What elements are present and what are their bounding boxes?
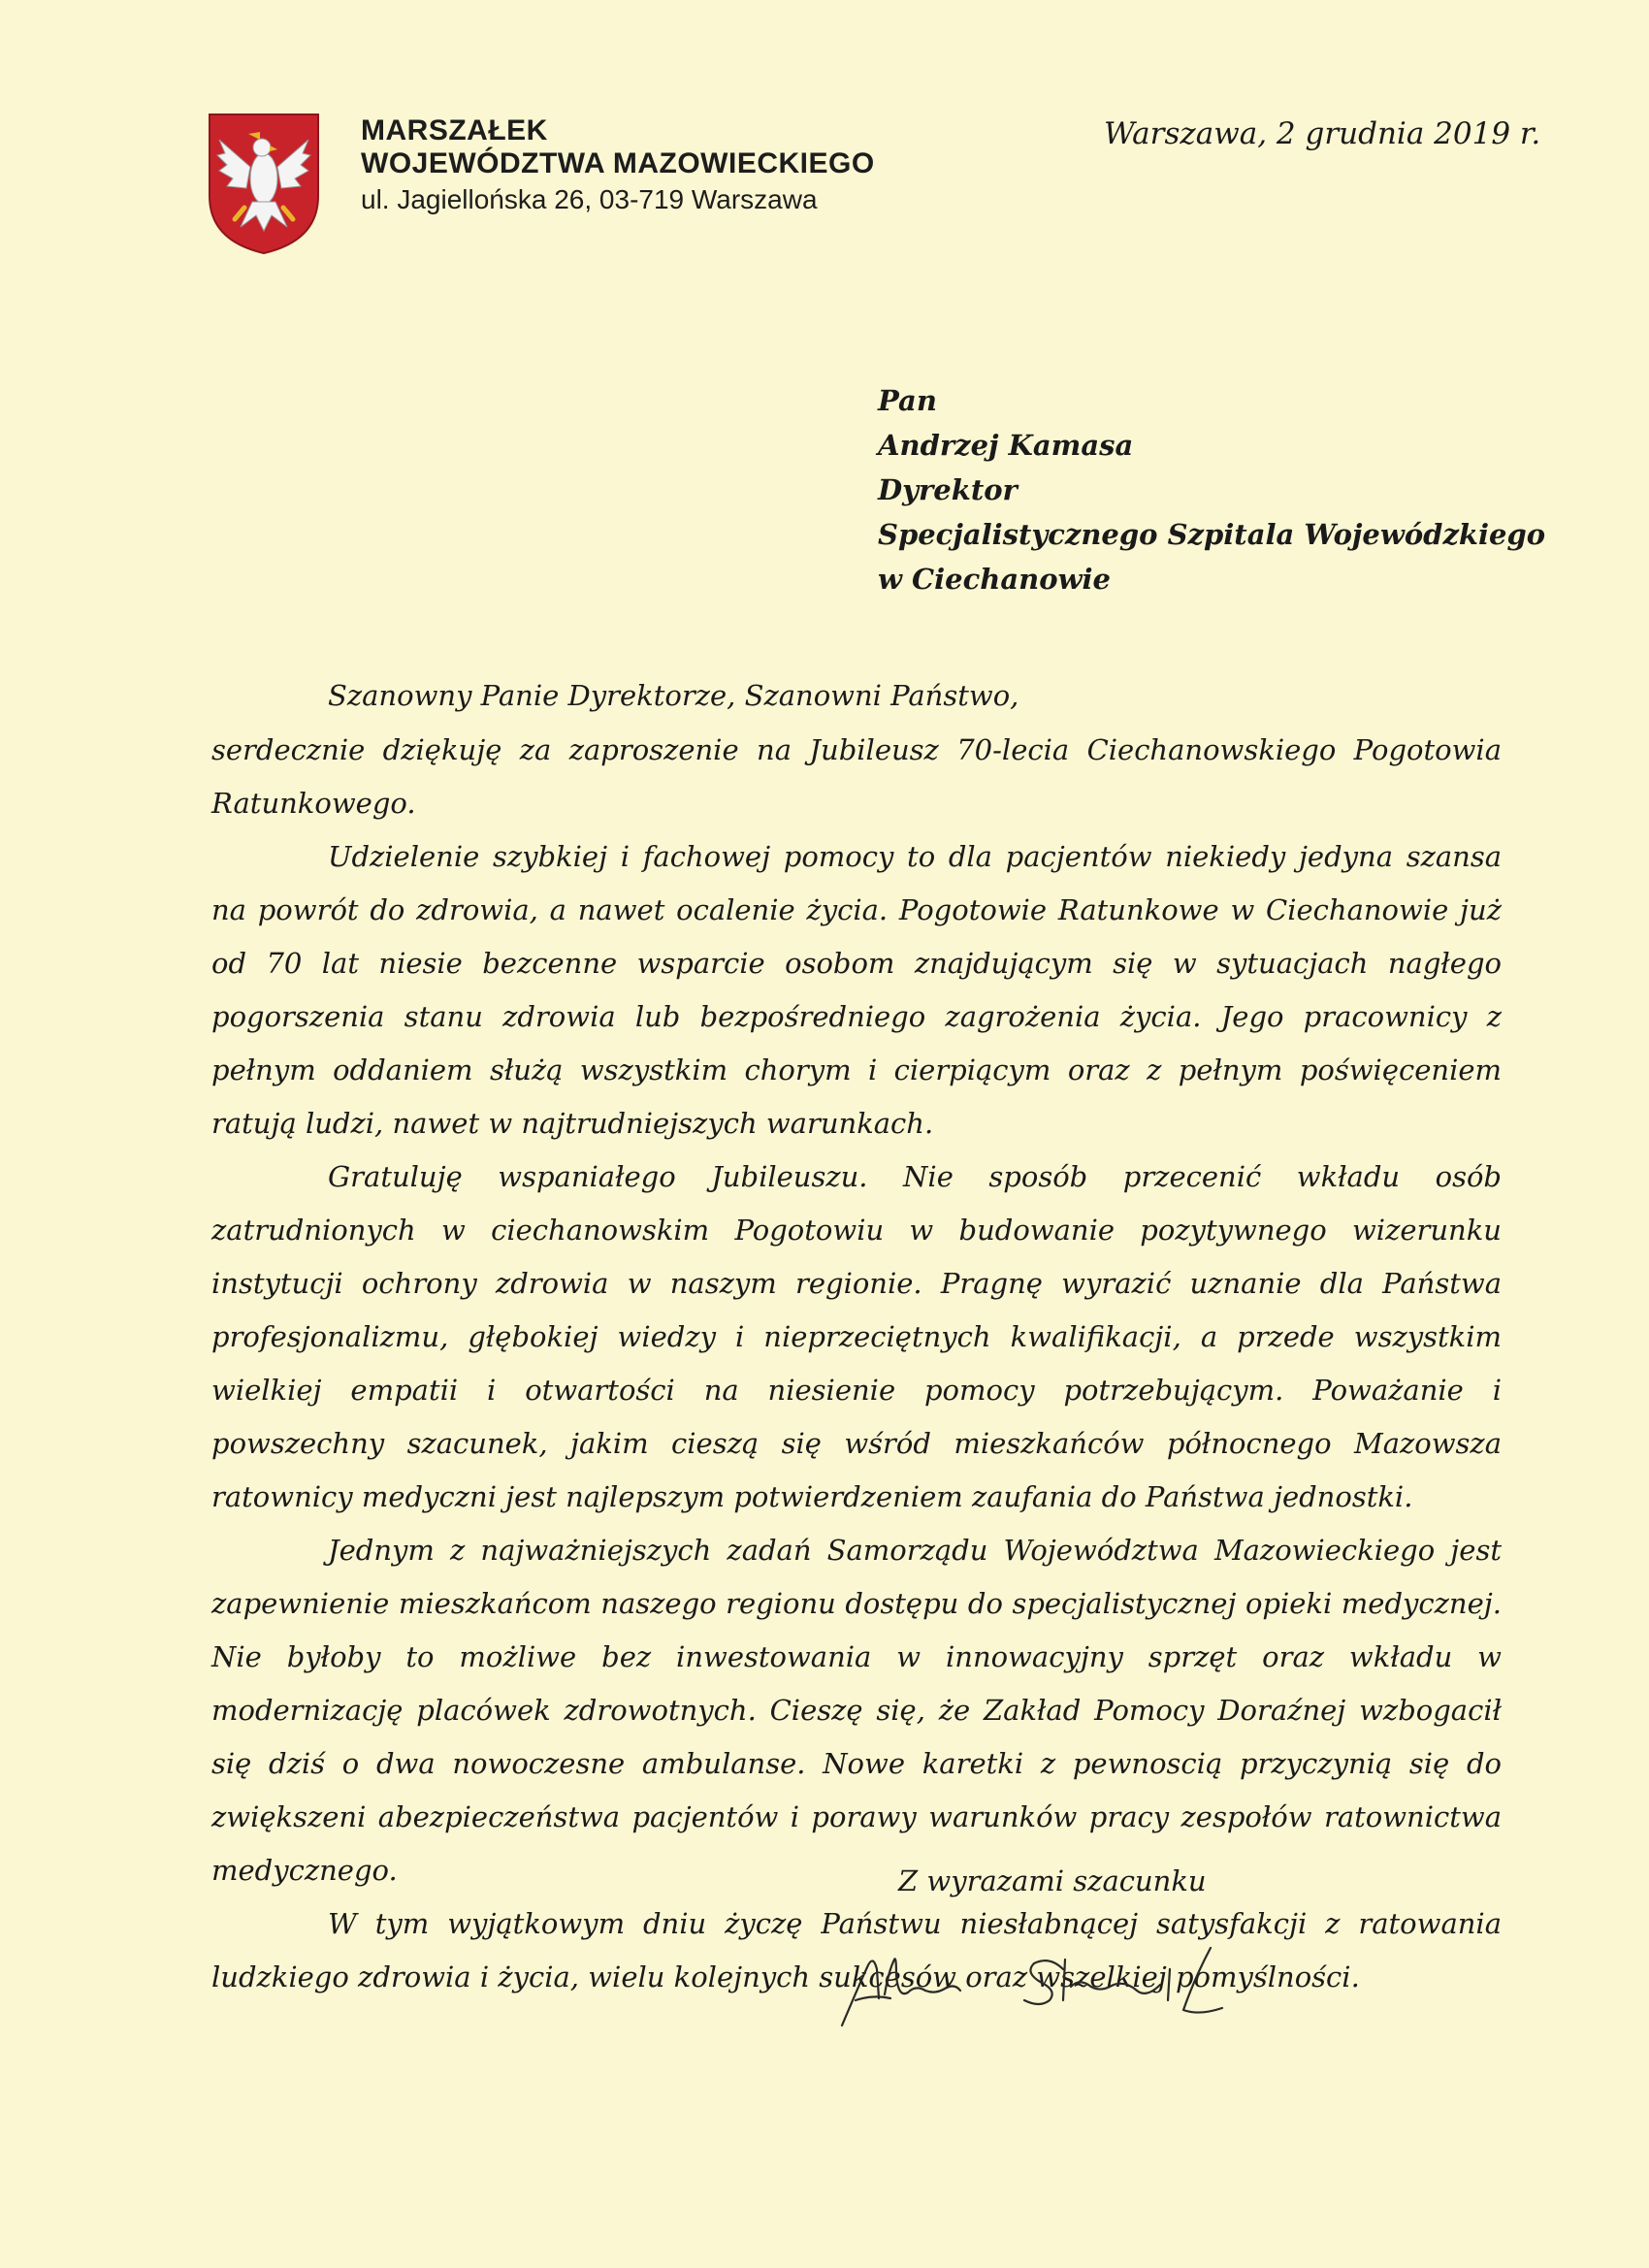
recipient-line: Pan [878,384,937,417]
letterhead-address: ul. Jagiellońska 26, 03-719 Warszawa [361,184,818,214]
paragraph: serdecznie dziękuję za zaproszenie na Jubileusz 70-lecia Ciechanowskiego Pogotowia Ratunkowego. [211,733,1502,820]
letterhead [361,114,875,217]
recipient-block [878,378,1545,601]
recipient-line: Specjalistycznego Szpitala Wojewódzkiego [878,518,1546,551]
letterhead-subtitle: WOJEWÓDZTWA MAZOWIECKIEGO [361,147,875,179]
recipient-line: Andrzej Kamasa [878,429,1134,462]
paragraph: Udzielenie szybkiej i fachowej pomocy to dla pacjentów niekiedy jedyna szansa na powrót do zdrowia, a nawet ocalenie życia. Pogotowie Ratunkowe w Ciechanowie już od 70 lat niesie bezcenne wsparcie osobom znajdującym się w sytuacjach nagłego pogorszenia stanu zdrowia lub bezpośredniego zagrożenia życia. Jego pracownicy z pełnym oddaniem służą wszystkim chorym i cierpiącym oraz z pełnym poświęceniem ratują ludzi, nawet w najtrudniejszych warunkach. [211,840,1502,1140]
recipient-line: Dyrektor [878,473,1018,506]
paragraph: W tym wyjątkowym dniu życzę Państwu niesłabnącej satysfakcji z ratowania ludzkiego zdrowia i życia, wielu kolejnych sukcesów oraz wszelkiej pomyślności. [211,1907,1502,1993]
handwritten-signature [834,1930,1290,2037]
paragraph: Jednym z najważniejszych zadań Samorządu Województwa Mazowieckiego jest zapewnienie mieszkańcom naszego regionu dostępu do specjalistycznej opieki medycznej. Nie byłoby to możliwe bez inwestowania w innowacyjny sprzęt oraz wkładu w modernizację placówek zdrowotnych. Cieszę się, że Zakład Pomocy Doraźnej wzbogacił się dziś o dwa nowoczesne ambulanse. Nowe karetki z pewnoscią przyczynią się do zwiększeni abezpieczeństwa pacjentów i porawy warunków pracy zespołów ratownictwa medycznego. [211,1534,1502,1887]
mazovia-eagle-crest-icon [206,111,322,256]
recipient-line: w Ciechanowie [878,563,1112,596]
letterhead-title: MARSZAŁEK [361,114,548,146]
paragraph: Gratuluję wspaniałego Jubileuszu. Nie sposób przecenić wkładu osób zatrudnionych w ciechanowskim Pogotowiu w budowanie pozytywnego wizerunku instytucji ochrony zdrowia w naszym regionie. Pragnę wyrazić uznanie dla Państwa profesjonalizmu, głębokiej wiedzy i nieprzeciętnych kwalifikacji, a przede wszystkim wielkiej empatii i otwartości na niesienie pomocy potrzebującym. Poważanie i powszechny szacunek, jakim cieszą się wśród mieszkańców północnego Mazowsza ratownicy medyczni jest najlepszym potwierdzeniem zaufania do Państwa jednostki. [211,1160,1502,1513]
letter-body [211,669,1502,2004]
closing-phrase: Z wyrazami szacunku [898,1864,1207,1897]
letter-date: Warszawa, 2 grudnia 2019 r. [1104,116,1541,151]
salutation: Szanowny Panie Dyrektorze, Szanowni Państwo, [328,679,1019,712]
